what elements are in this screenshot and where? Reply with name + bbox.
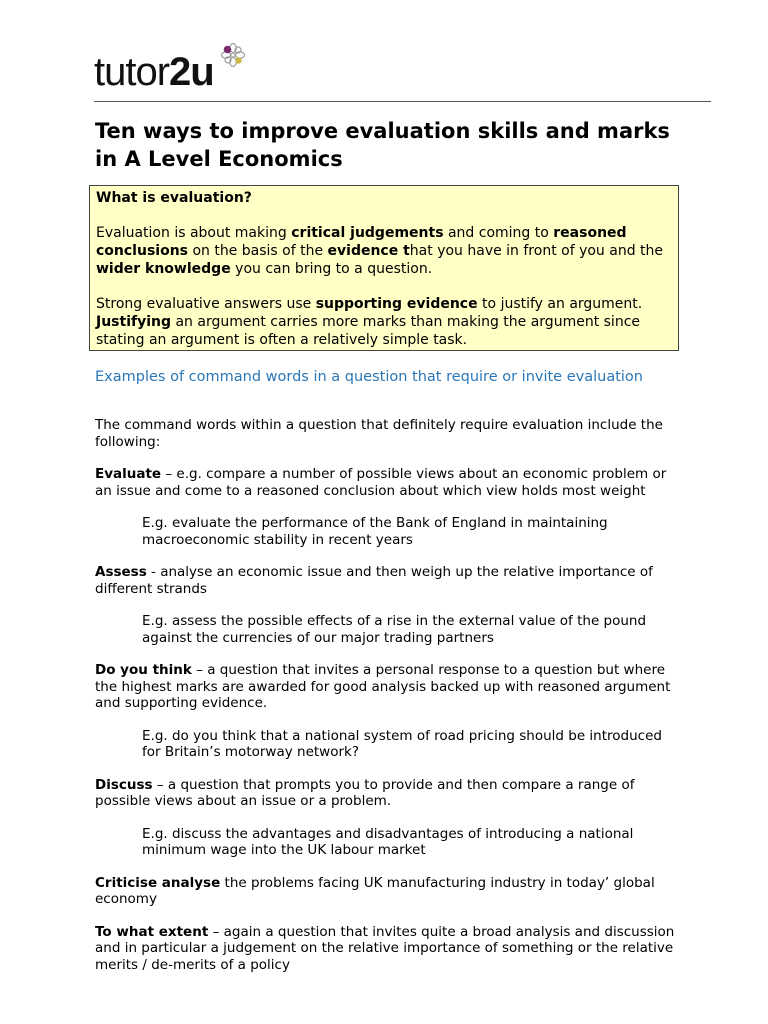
text-run: hat you have in front of you and the <box>409 243 664 259</box>
key-term: evidence t <box>327 243 410 259</box>
key-term: Justifying <box>96 314 172 330</box>
text-run: an argument carries more marks than making the argument since stating an argument is often a relatively simple task. <box>96 314 641 348</box>
command-word-entry <box>95 466 680 499</box>
key-term: critical judgements <box>291 225 444 241</box>
header-divider <box>94 101 711 102</box>
command-word: Criticise analyse <box>95 874 221 891</box>
text-run: to justify an argument. <box>477 296 643 312</box>
callout-paragraph-1 <box>96 224 672 278</box>
command-word-entry <box>95 924 680 974</box>
command-word: Evaluate <box>95 466 162 482</box>
command-word-entry <box>95 875 680 908</box>
text-run: Evaluation is about making <box>96 225 292 241</box>
command-word: Assess <box>95 564 147 580</box>
evaluation-definition-box <box>89 185 679 351</box>
command-description: - analyse an economic issue and then weigh up the relative importance of different strands <box>95 564 653 597</box>
command-description: – e.g. compare a number of possible views about an economic problem or an issue and come to a reasoned conclusion about which view holds most weight <box>95 466 667 499</box>
command-description: – a question that invites a personal response to a question but where the highest marks are awarded for good analysis backed up with reasoned argument and supporting evidence. <box>95 662 671 711</box>
command-example: E.g. discuss the advantages and disadvantages of introducing a national minimum wage into the UK labour market <box>142 825 634 858</box>
logo-text-tutor: tutor <box>94 50 170 94</box>
command-example: E.g. evaluate the performance of the Bank of England in maintaining macroeconomic stability in recent years <box>142 515 608 548</box>
command-description: – again a question that invites quite a broad analysis and discussion and in particular a judgement on the relative importance of something or the relative merits / de-merits of a policy <box>95 923 675 973</box>
command-word-entry <box>95 564 680 597</box>
document-body <box>95 417 680 989</box>
logo-text-2u: 2u <box>169 50 214 94</box>
command-description: the problems facing UK manufacturing industry in today’ global economy <box>95 874 655 907</box>
document-title: Ten ways to improve evaluation skills and marks in A Level Economics <box>95 119 670 171</box>
callout-paragraph-2 <box>96 295 672 349</box>
logo-wordmark <box>94 52 214 92</box>
command-word: Do you think <box>95 662 192 678</box>
command-word: To what extent <box>95 923 209 940</box>
command-example: E.g. assess the possible effects of a rise in the external value of the pound against the currencies of our major trading partners <box>142 613 647 646</box>
section-heading: Examples of command words in a question that require or invite evaluation <box>95 369 643 385</box>
command-description: – a question that prompts you to provide and then compare a range of possible views about an issue or a problem. <box>95 776 635 809</box>
command-word-entry <box>95 662 680 712</box>
command-example: E.g. do you think that a national system of road pricing should be introduced for Britain’s motorway network? <box>142 727 662 760</box>
callout-heading: What is evaluation? <box>96 190 252 206</box>
intro-paragraph: The command words within a question that definitely require evaluation include the following: <box>95 417 663 450</box>
key-term: supporting evidence <box>315 296 478 312</box>
key-term: reasoned conclusions <box>96 225 627 259</box>
text-run: and coming to <box>443 225 554 241</box>
key-term: wider knowledge <box>96 261 231 277</box>
command-word-entry <box>95 777 680 810</box>
text-run: Strong evaluative answers use <box>96 296 316 312</box>
text-run: on the basis of the <box>188 243 328 259</box>
text-run: you can bring to a question. <box>230 261 433 277</box>
flower-icon <box>220 42 246 68</box>
command-word: Discuss <box>95 776 153 793</box>
